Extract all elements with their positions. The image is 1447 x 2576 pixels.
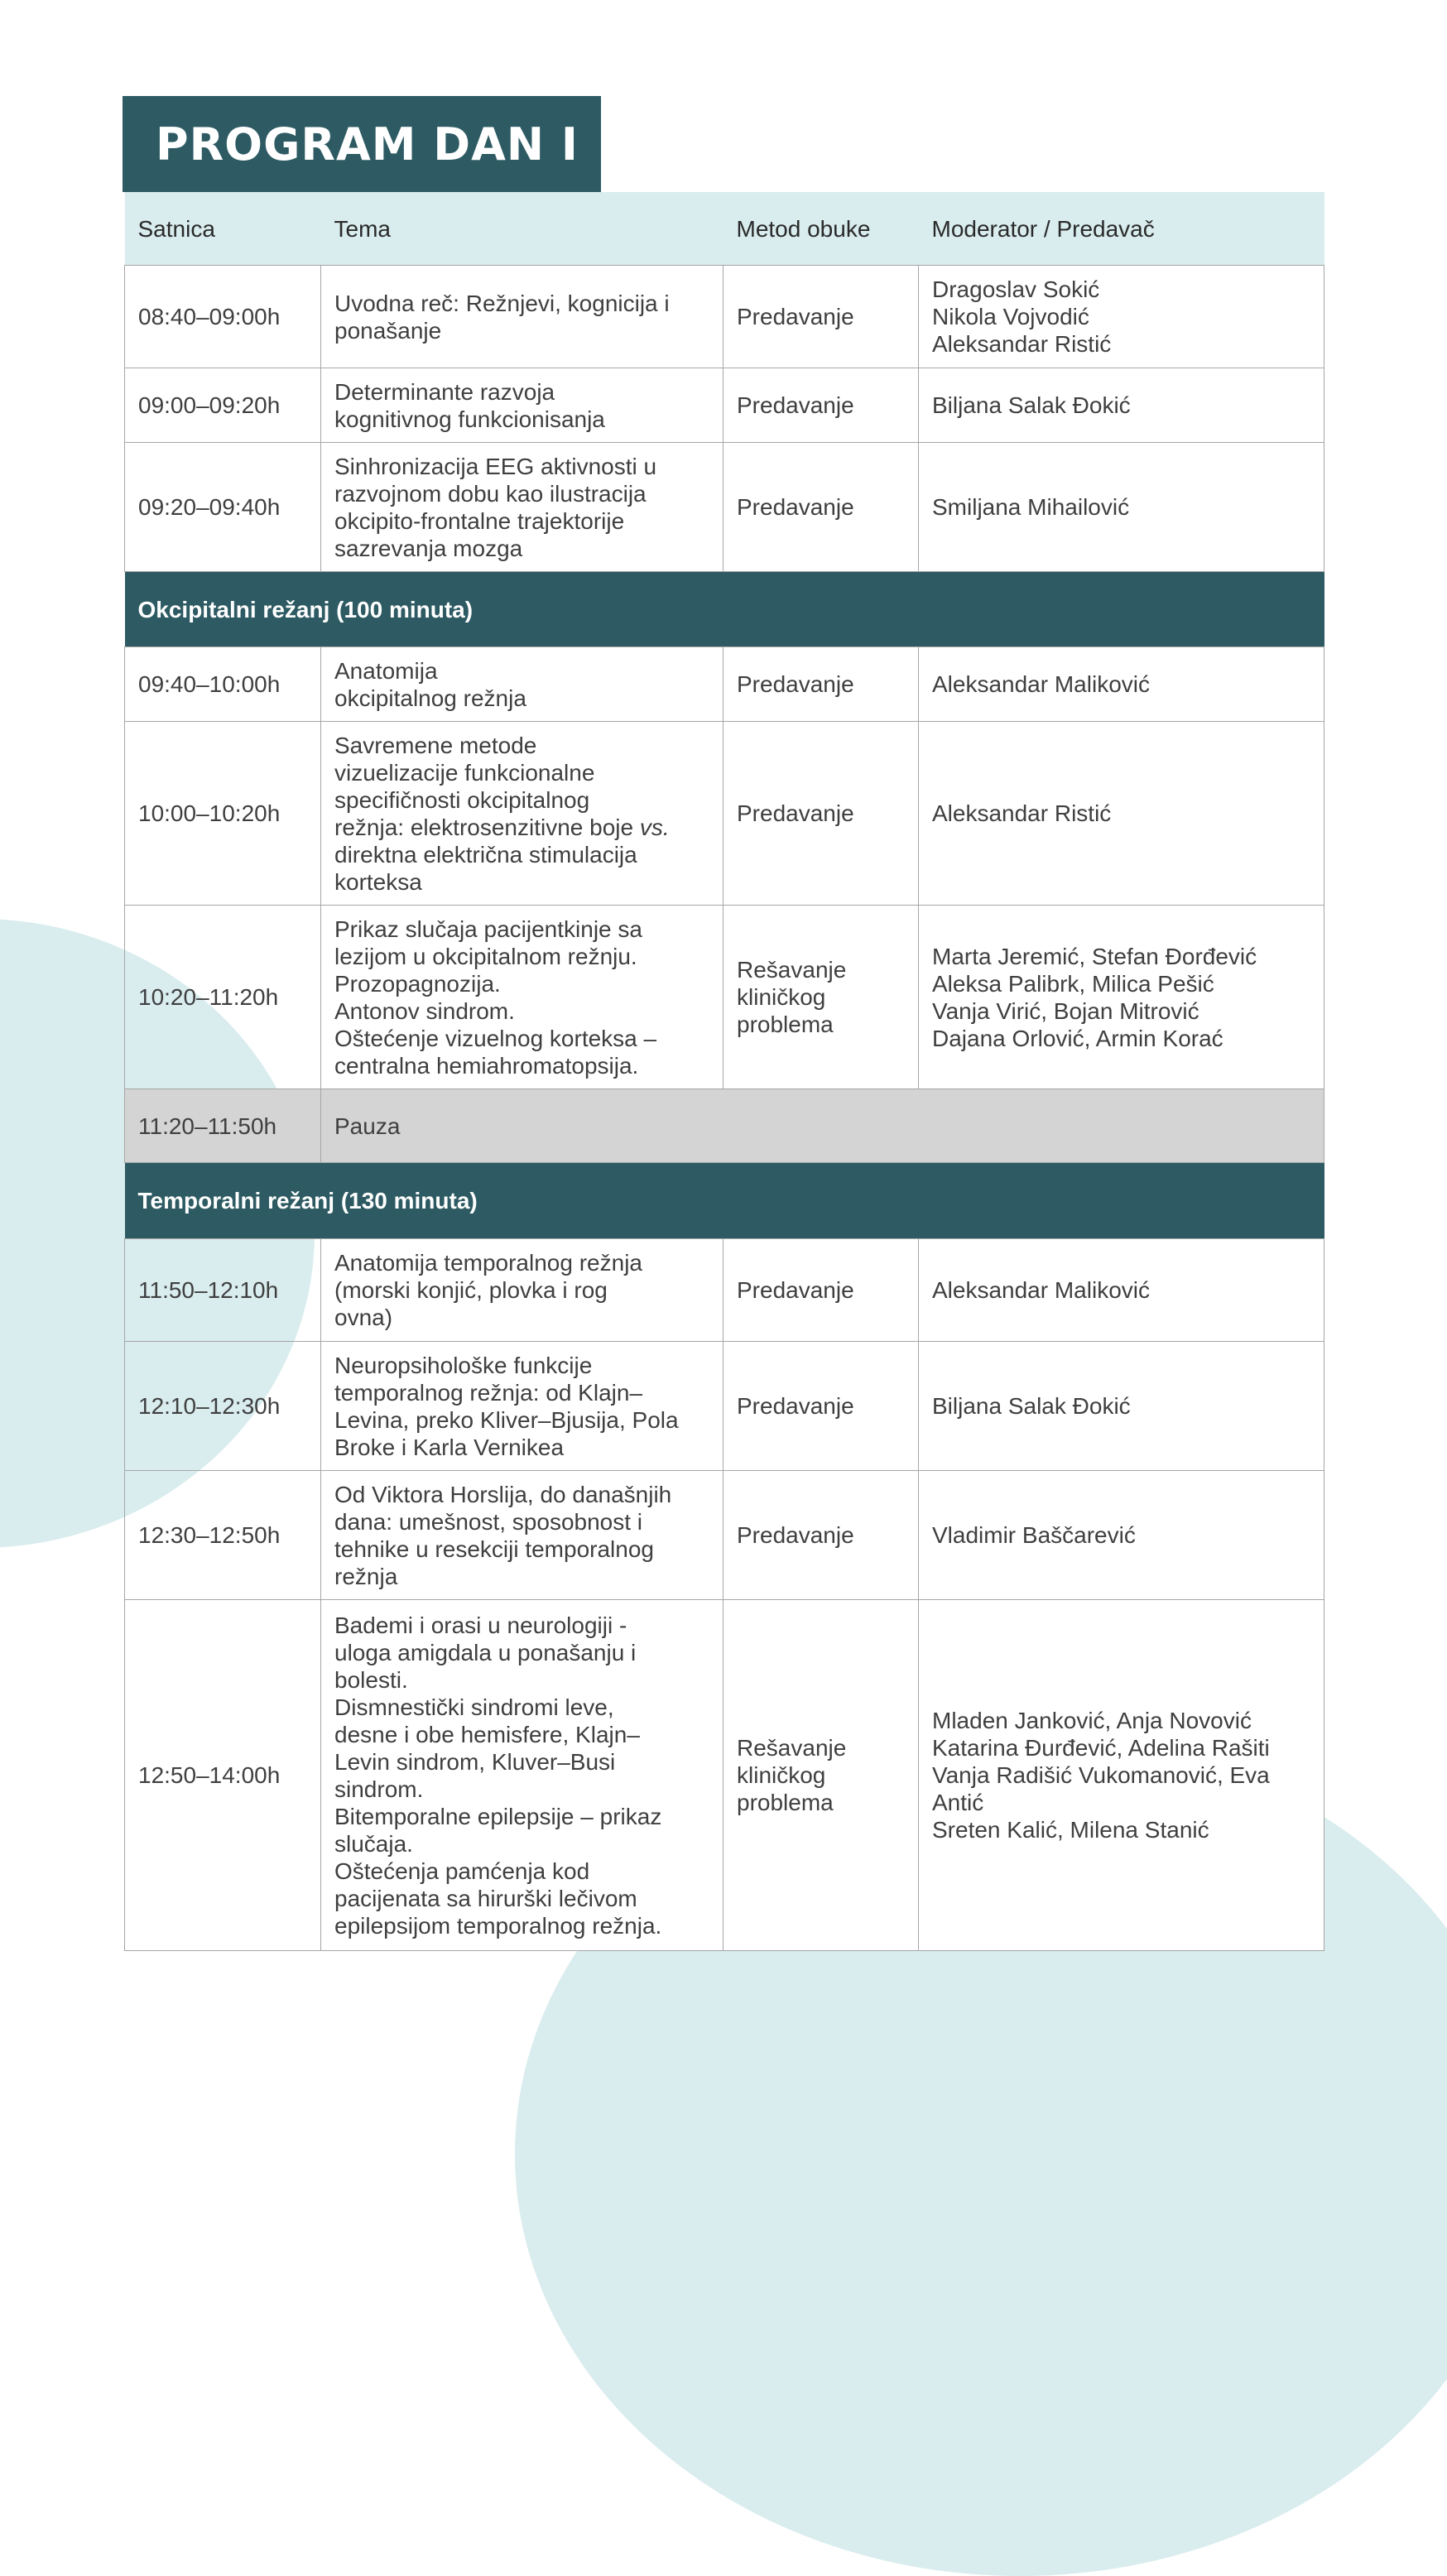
topic-line: tehnike u resekciji temporalnog xyxy=(334,1536,654,1562)
topic-line: uloga amigdala u ponašanju i xyxy=(334,1639,637,1665)
method-cell xyxy=(724,906,919,1089)
time-cell: 08:40–09:00h xyxy=(125,266,321,368)
table-row xyxy=(125,906,1324,1089)
topic-line: Determinante razvoja xyxy=(334,378,555,405)
moderator-line: Sreten Kalić, Milena Stanić xyxy=(932,1817,1209,1843)
moderator-line: Antić xyxy=(932,1790,984,1815)
moderator-cell xyxy=(919,906,1324,1089)
topic-line: Od Viktora Horslija, do današnjih xyxy=(334,1481,672,1507)
topic-line: Bademi i orasi u neurologiji - xyxy=(334,1612,627,1638)
moderator-line: Katarina Đurđević, Adelina Rašiti xyxy=(932,1735,1270,1761)
table-row xyxy=(125,1239,1324,1342)
moderator-cell xyxy=(919,647,1324,722)
topic-line: sindrom. xyxy=(334,1776,424,1802)
topic-line: Dismnestički sindromi leve, xyxy=(334,1694,614,1720)
topic-line: Sinhronizacija EEG aktivnosti u xyxy=(334,453,657,479)
moderator-cell xyxy=(919,1239,1324,1342)
time-cell: 09:00–09:20h xyxy=(125,368,321,443)
moderator-line: Marta Jeremić, Stefan Đorđević xyxy=(932,943,1257,969)
table-row xyxy=(125,647,1324,722)
time-cell: 11:20–11:50h xyxy=(125,1089,321,1163)
table-row xyxy=(125,368,1324,443)
time-cell: 09:20–09:40h xyxy=(125,443,321,572)
topic-line: pacijenata sa hirurški lečivom xyxy=(334,1885,637,1911)
method-line: kliničkog xyxy=(737,1762,826,1788)
schedule-body xyxy=(125,266,1324,1951)
topic-line: režnja xyxy=(334,1563,398,1589)
table-header xyxy=(125,192,1324,266)
moderator-line: Vladimir Baščarević xyxy=(932,1522,1136,1548)
topic-line: Prozopagnozija. xyxy=(334,970,501,997)
topic-line: Anatomija xyxy=(334,657,438,684)
method-line: Predavanje xyxy=(737,800,854,826)
topic-cell xyxy=(321,368,724,443)
topic-line: ovna) xyxy=(334,1305,393,1330)
moderator-line: Aleksandar Maliković xyxy=(932,1277,1150,1303)
time-cell: 12:30–12:50h xyxy=(125,1471,321,1600)
method-line: Predavanje xyxy=(737,392,854,418)
topic-line: Oštećenja pamćenja kod xyxy=(334,1858,590,1884)
method-line: Predavanje xyxy=(737,494,854,520)
topic-line: razvojnom dobu kao ilustracija xyxy=(334,480,647,507)
table-row xyxy=(125,1342,1324,1471)
method-line: Predavanje xyxy=(737,1393,854,1419)
topic-line: sazrevanja mozga xyxy=(334,535,523,561)
topic-line: Uvodna reč: Režnjevi, kognicija i xyxy=(334,290,670,316)
topic-line: temporalnog režnja: od Klajn– xyxy=(334,1379,643,1406)
method-cell xyxy=(724,1471,919,1600)
table-row xyxy=(125,1471,1324,1600)
moderator-line: Dajana Orlović, Armin Korać xyxy=(932,1025,1223,1051)
topic-line: (morski konjić, plovka i rog xyxy=(334,1277,608,1303)
page-title: PROGRAM DAN I xyxy=(156,118,579,171)
topic-line: Broke i Karla Vernikea xyxy=(334,1434,565,1460)
topic-line: vizuelizacije funkcionalne xyxy=(334,759,595,786)
time-cell: 12:10–12:30h xyxy=(125,1342,321,1471)
moderator-cell xyxy=(919,1342,1324,1471)
pause-label: Pauza xyxy=(321,1089,1324,1163)
topic-line: slučaja. xyxy=(334,1830,413,1857)
method-line: problema xyxy=(737,1012,834,1037)
topic-line: kognitivnog funkcionisanja xyxy=(334,406,605,432)
topic-line: okcipito-frontalne trajektorije xyxy=(334,507,625,534)
method-line: Predavanje xyxy=(737,1522,854,1548)
method-line: Rešavanje xyxy=(737,957,847,983)
moderator-line: Biljana Salak Đokić xyxy=(932,1393,1131,1419)
column-header-moderator: Moderator / Predavač xyxy=(919,192,1324,266)
method-line: kliničkog xyxy=(737,984,826,1010)
topic-line: Anatomija temporalnog režnja xyxy=(334,1250,642,1276)
method-cell xyxy=(724,368,919,443)
topic-line: centralna hemiahromatopsija. xyxy=(334,1052,639,1079)
column-header-topic: Tema xyxy=(321,192,724,266)
topic-line: Levina, preko Kliver–Bjusija, Pola xyxy=(334,1406,679,1433)
method-line: Rešavanje xyxy=(737,1735,847,1761)
topic-line: Neuropsihološke funkcije xyxy=(334,1352,593,1378)
topic-cell xyxy=(321,647,724,722)
method-cell xyxy=(724,1342,919,1471)
moderator-line: Aleksa Palibrk, Milica Pešić xyxy=(932,970,1214,997)
moderator-cell xyxy=(919,443,1324,572)
method-cell xyxy=(724,1239,919,1342)
table-row xyxy=(125,266,1324,368)
moderator-line: Vanja Radišić Vukomanović, Eva xyxy=(932,1762,1270,1788)
method-line: Predavanje xyxy=(737,1277,854,1303)
moderator-line: Dragoslav Sokić xyxy=(932,276,1100,302)
moderator-cell xyxy=(919,1471,1324,1600)
topic-line: dana: umešnost, sposobnost i xyxy=(334,1508,643,1535)
topic-line: desne i obe hemisfere, Klajn– xyxy=(334,1721,640,1747)
time-cell: 11:50–12:10h xyxy=(125,1239,321,1342)
topic-cell xyxy=(321,443,724,572)
topic-line: epilepsijom temporalnog režnja. xyxy=(334,1912,662,1939)
moderator-line: Nikola Vojvodić xyxy=(932,304,1089,329)
moderator-line: Smiljana Mihailović xyxy=(932,494,1130,520)
moderator-line: Vanja Virić, Bojan Mitrović xyxy=(932,997,1199,1024)
schedule-table xyxy=(124,192,1324,1951)
pause-row xyxy=(125,1089,1324,1163)
table-row xyxy=(125,1600,1324,1951)
topic-cell xyxy=(321,1342,724,1471)
section-row xyxy=(125,1163,1324,1239)
time-cell: 12:50–14:00h xyxy=(125,1600,321,1951)
topic-cell xyxy=(321,1600,724,1951)
section-row xyxy=(125,572,1324,647)
column-header-time: Satnica xyxy=(125,192,321,266)
table-row xyxy=(125,443,1324,572)
moderator-line: Aleksandar Maliković xyxy=(932,671,1150,697)
method-cell xyxy=(724,266,919,368)
time-cell: 10:20–11:20h xyxy=(125,906,321,1089)
topic-cell xyxy=(321,1239,724,1342)
title-banner xyxy=(123,96,601,192)
moderator-line: Aleksandar Ristić xyxy=(932,331,1112,357)
topic-line: direktna električna stimulacija xyxy=(334,841,637,867)
topic-line: okcipitalnog režnja xyxy=(334,685,526,711)
table-row xyxy=(125,722,1324,906)
moderator-cell xyxy=(919,266,1324,368)
topic-line: Bitemporalne epilepsije – prikaz xyxy=(334,1803,662,1829)
method-cell xyxy=(724,722,919,906)
topic-line: bolesti. xyxy=(334,1666,408,1693)
section-title: Okcipitalni režanj (100 minuta) xyxy=(125,572,1324,647)
topic-line: lezijom u okcipitalnom režnju. xyxy=(334,943,637,969)
topic-line: Savremene metode xyxy=(334,732,537,758)
topic-line: Levin sindrom, Kluver–Busi xyxy=(334,1748,616,1775)
moderator-line: Biljana Salak Đokić xyxy=(932,392,1131,418)
moderator-line: Mladen Janković, Anja Novović xyxy=(932,1708,1252,1733)
moderator-cell xyxy=(919,1600,1324,1951)
topic-line: Oštećenje vizuelnog korteksa – xyxy=(334,1025,657,1051)
topic-cell xyxy=(321,906,724,1089)
method-line: Predavanje xyxy=(737,304,854,329)
method-cell xyxy=(724,647,919,722)
topic-line: korteksa xyxy=(334,868,422,895)
time-cell: 10:00–10:20h xyxy=(125,722,321,906)
section-title: Temporalni režanj (130 minuta) xyxy=(125,1163,1324,1239)
topic-cell xyxy=(321,266,724,368)
topic-cell xyxy=(321,722,724,906)
topic-line: Prikaz slučaja pacijentkinje sa xyxy=(334,916,642,942)
topic-cell xyxy=(321,1471,724,1600)
moderator-cell xyxy=(919,722,1324,906)
moderator-line: Aleksandar Ristić xyxy=(932,800,1112,826)
method-line: problema xyxy=(737,1790,834,1815)
method-line: Predavanje xyxy=(737,671,854,697)
time-cell: 09:40–10:00h xyxy=(125,647,321,722)
method-cell xyxy=(724,1600,919,1951)
moderator-cell xyxy=(919,368,1324,443)
topic-line: režnja: elektrosenzitivne boje vs. xyxy=(334,814,670,840)
topic-line: ponašanje xyxy=(334,317,442,344)
topic-line: specifičnosti okcipitalnog xyxy=(334,786,590,813)
column-header-method: Metod obuke xyxy=(724,192,919,266)
topic-line: Antonov sindrom. xyxy=(334,997,515,1024)
method-cell xyxy=(724,443,919,572)
